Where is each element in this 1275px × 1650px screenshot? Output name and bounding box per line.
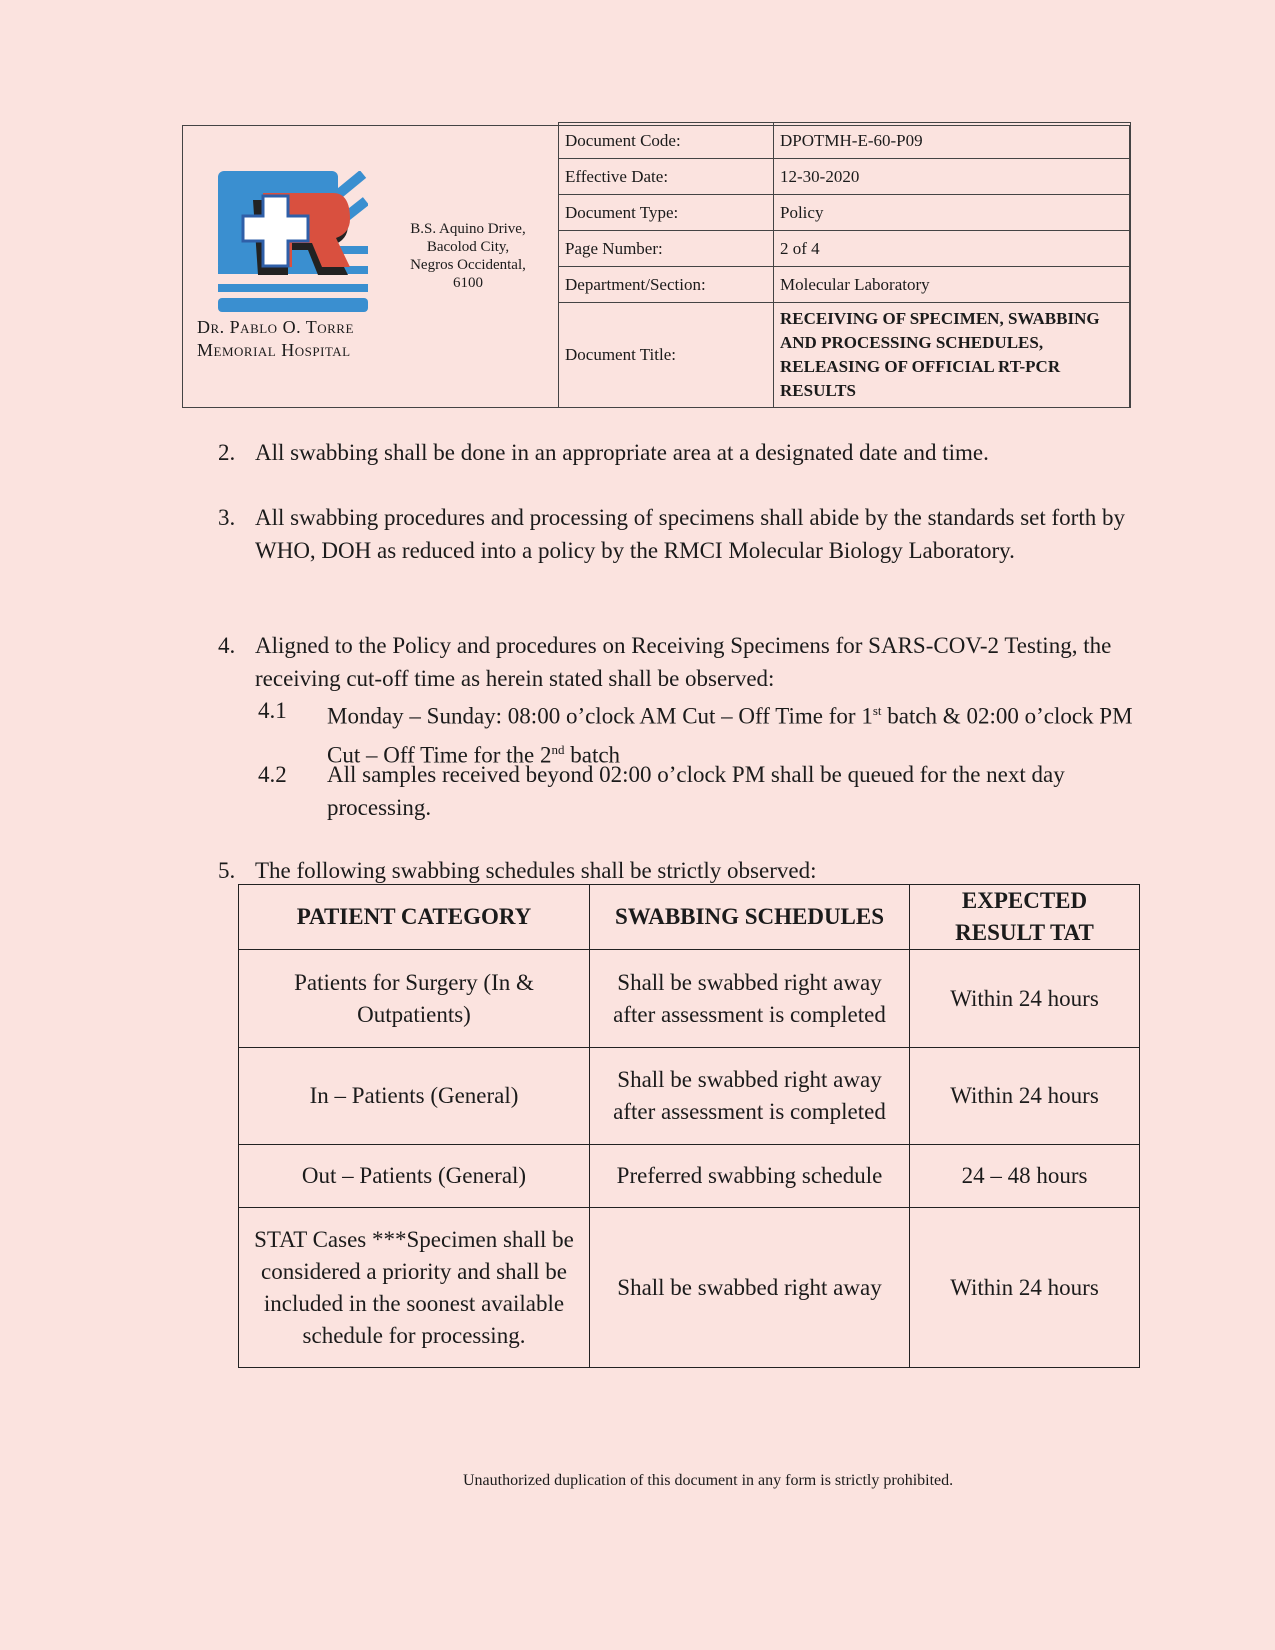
hospital-logo-icon <box>218 171 368 316</box>
table-row <box>239 1048 1140 1145</box>
sub-item-number: 4.2 <box>258 762 287 787</box>
meta-value: 2 of 4 <box>774 231 1131 267</box>
meta-row <box>559 267 1131 303</box>
table-cell: Within 24 hours <box>910 950 1140 1048</box>
table-header-row <box>239 885 1140 950</box>
item-text: The following swabbing schedules shall be strictly observed: <box>255 858 817 883</box>
meta-row <box>559 231 1131 267</box>
meta-label: Document Type: <box>559 195 774 231</box>
table-cell: Patients for Surgery (In & Outpatients) <box>239 950 590 1048</box>
column-header: PATIENT CATEGORY <box>239 885 590 950</box>
address-line: 6100 <box>453 275 483 291</box>
table-cell: Shall be swabbed right away <box>590 1208 910 1368</box>
hospital-name <box>197 316 354 362</box>
hospital-info <box>183 126 559 407</box>
sub-item-number: 4.1 <box>258 698 287 723</box>
list-item <box>218 854 1138 887</box>
table-cell: 24 – 48 hours <box>910 1145 1140 1208</box>
text-part: batch <box>564 742 621 768</box>
meta-label: Document Code: <box>559 123 774 159</box>
hospital-name-line2: Memorial Hospital <box>197 340 351 360</box>
meta-label: Department/Section: <box>559 267 774 303</box>
table-row <box>239 1145 1140 1208</box>
text-part: batch & 02:00 o’clock PM Cut – Off Time for the 2 <box>327 703 1133 768</box>
meta-label: Document Title: <box>559 303 774 408</box>
item-number: 2. <box>218 440 236 465</box>
address-line: Negros Occidental, <box>410 257 526 273</box>
table-cell: Shall be swabbed right away after assessment is completed <box>590 950 910 1048</box>
superscript: st <box>872 703 882 718</box>
column-header: SWABBING SCHEDULES <box>590 885 910 950</box>
meta-row <box>559 195 1131 231</box>
meta-row <box>559 303 1131 408</box>
item-text: Aligned to the Policy and procedures on Receiving Specimens for SARS-COV-2 Testing, the receiving cut-off time as herein stated shall be observed: <box>255 633 1112 691</box>
document-meta-table <box>558 122 1131 408</box>
sub-item <box>258 758 1138 824</box>
item-number: 3. <box>218 505 236 530</box>
item-text: All swabbing procedures and processing of specimens shall abide by the standards set forth by WHO, DOH as reduced into a policy by the RMCI Molecular Biology Laboratory. <box>255 505 1125 563</box>
address-line: B.S. Aquino Drive, <box>410 221 526 237</box>
meta-row <box>559 159 1131 195</box>
item-text: All swabbing shall be done in an appropriate area at a designated date and time. <box>255 440 989 465</box>
item-number: 4. <box>218 633 236 658</box>
meta-value: 12-30-2020 <box>774 159 1131 195</box>
document-title: RECEIVING OF SPECIMEN, SWABBING AND PROCESSING SCHEDULES, RELEASING OF OFFICIAL RT-PCR RESULTS <box>774 303 1131 408</box>
meta-label: Effective Date: <box>559 159 774 195</box>
table-cell: Within 24 hours <box>910 1208 1140 1368</box>
sub-item-text: All samples received beyond 02:00 o’clock PM shall be queued for the next day processing. <box>327 762 1065 820</box>
meta-value: Molecular Laboratory <box>774 267 1131 303</box>
list-item <box>218 501 1138 567</box>
table-cell: Out – Patients (General) <box>239 1145 590 1208</box>
table-row <box>239 950 1140 1048</box>
hospital-address <box>398 220 538 292</box>
footer-notice: Unauthorized duplication of this document in any form is strictly prohibited. <box>463 1472 954 1489</box>
table-row <box>239 1208 1140 1368</box>
meta-row <box>559 123 1131 159</box>
table-cell: Within 24 hours <box>910 1048 1140 1145</box>
address-line: Bacolod City, <box>426 239 510 255</box>
superscript: nd <box>551 741 565 757</box>
swabbing-schedule-table <box>238 884 1140 1368</box>
document-header <box>182 125 1130 408</box>
meta-value: DPOTMH-E-60-P09 <box>774 123 1131 159</box>
list-item <box>218 629 1138 695</box>
meta-label: Page Number: <box>559 231 774 267</box>
table-cell: Shall be swabbed right away after assessment is completed <box>590 1048 910 1145</box>
text-part: Monday – Sunday: 08:00 o’clock AM Cut – Off Time for 1 <box>327 703 873 729</box>
item-number: 5. <box>218 858 236 883</box>
list-item <box>218 436 1138 469</box>
table-cell: In – Patients (General) <box>239 1048 590 1145</box>
hospital-name-line1: Dr. Pablo O. Torre <box>197 317 354 337</box>
column-header: EXPECTED RESULT TAT <box>910 885 1140 950</box>
meta-value: Policy <box>774 195 1131 231</box>
table-cell: Preferred swabbing schedule <box>590 1145 910 1208</box>
table-cell: STAT Cases ***Specimen shall be considered a priority and shall be included in the soonest available schedule for processing. <box>239 1208 590 1368</box>
